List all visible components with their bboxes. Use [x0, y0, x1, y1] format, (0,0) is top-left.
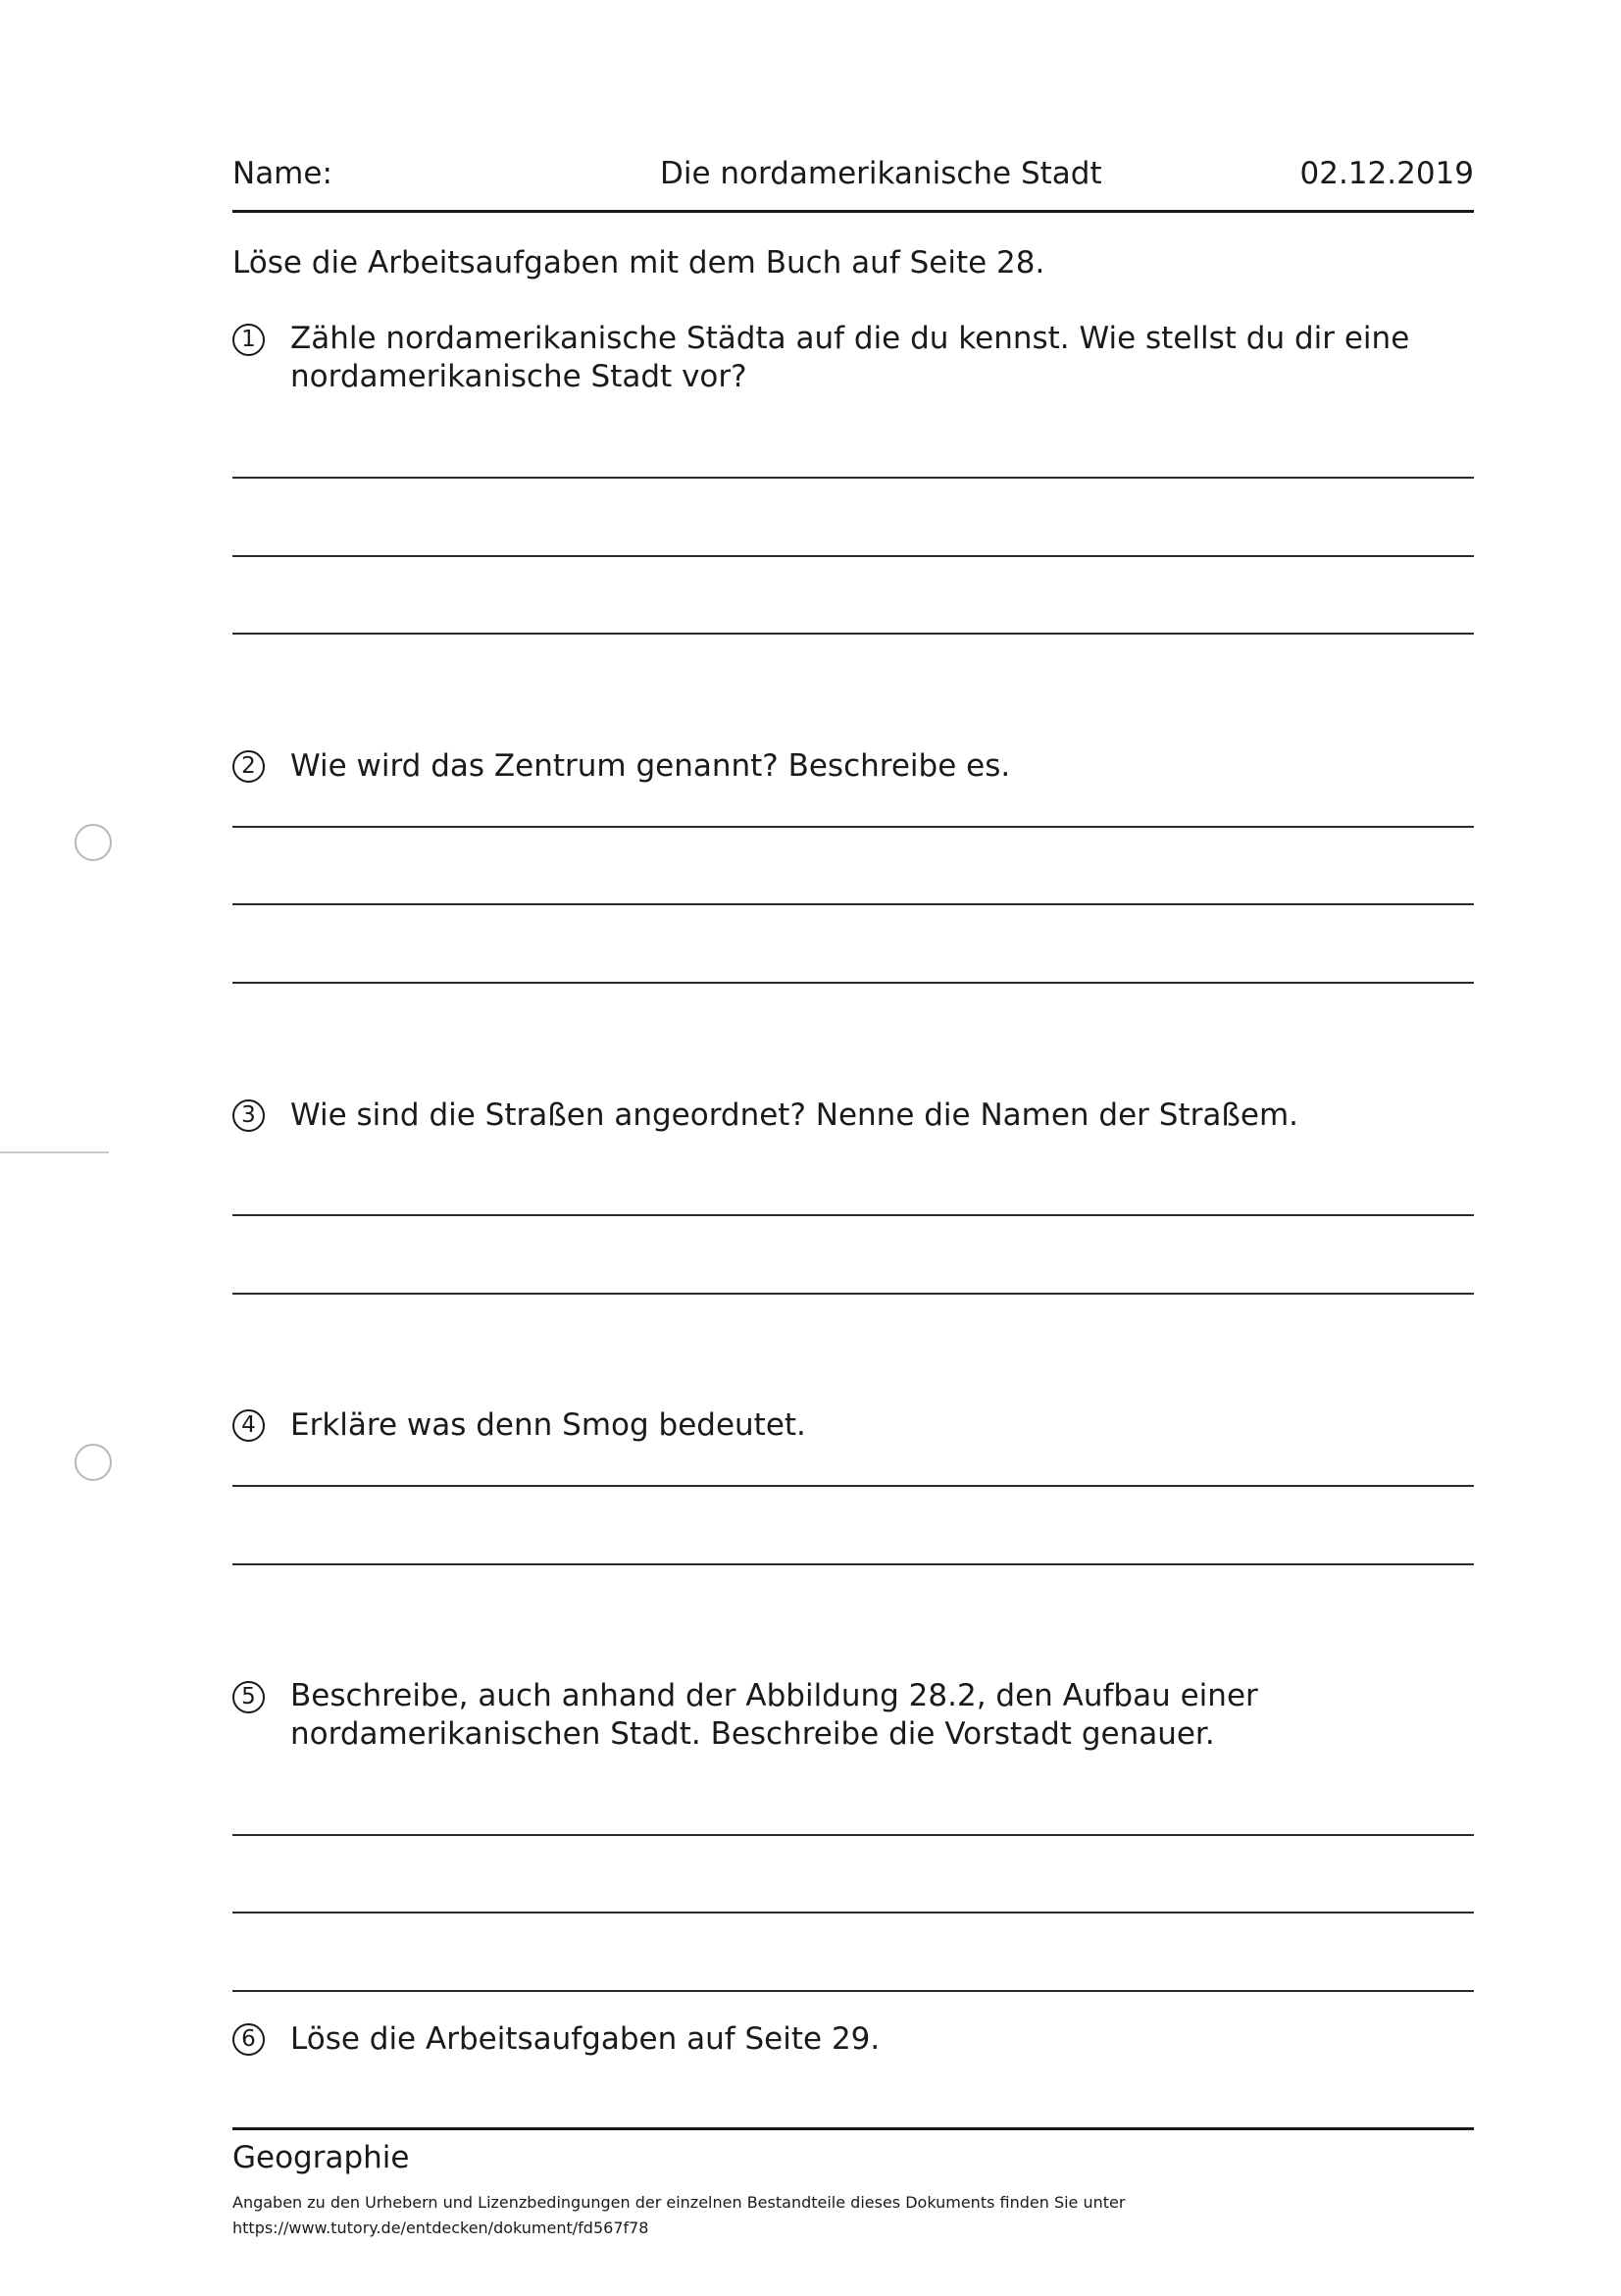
footer-license-url[interactable]: https://www.tutory.de/entdecken/dokument/fd567f78	[232, 2219, 649, 2237]
answer-line[interactable]	[232, 1214, 1474, 1216]
punch-hole-bottom	[75, 1444, 112, 1481]
name-label: Name:	[232, 156, 332, 191]
date: 02.12.2019	[1299, 156, 1474, 191]
task-2-number: 2	[232, 750, 265, 783]
task-5-number: 5	[232, 1681, 265, 1713]
answer-line[interactable]	[232, 1834, 1474, 1836]
answer-line[interactable]	[232, 903, 1474, 905]
page-title: Die nordamerikanische Stadt	[660, 156, 1102, 191]
answer-line[interactable]	[232, 1485, 1474, 1487]
punch-hole-top	[75, 824, 112, 861]
fold-mark	[0, 1151, 109, 1153]
answer-line[interactable]	[232, 477, 1474, 479]
task-1-text: Zähle nordamerikanische Städta auf die du kennst. Wie stellst du dir eine nordamerikanische Stadt vor?	[290, 321, 1410, 394]
task-6-number: 6	[232, 2023, 265, 2056]
footer-license-text: Angaben zu den Urhebern und Lizenzbedingungen der einzelnen Bestandteile dieses Dokuments finden Sie unter	[232, 2193, 1126, 2212]
header-divider	[232, 210, 1474, 213]
answer-line[interactable]	[232, 1563, 1474, 1565]
footer-divider	[232, 2127, 1474, 2130]
answer-line[interactable]	[232, 1912, 1474, 1913]
task-5-text: Beschreibe, auch anhand der Abbildung 28.2, den Aufbau einer nordamerikanischen Stadt. Beschreibe die Vorstadt genauer.	[290, 1678, 1258, 1752]
task-4-number: 4	[232, 1409, 265, 1442]
intro-text: Löse die Arbeitsaufgaben mit dem Buch auf Seite 28.	[232, 245, 1045, 281]
answer-line[interactable]	[232, 982, 1474, 984]
answer-line[interactable]	[232, 1293, 1474, 1295]
answer-line[interactable]	[232, 633, 1474, 635]
task-4-text: Erkläre was denn Smog bedeutet.	[290, 1407, 806, 1443]
task-1-number: 1	[232, 324, 265, 356]
answer-line[interactable]	[232, 1990, 1474, 1992]
answer-line[interactable]	[232, 826, 1474, 828]
footer-subject: Geographie	[232, 2140, 410, 2175]
task-2-text: Wie wird das Zentrum genannt? Beschreibe es.	[290, 748, 1011, 784]
task-6-text: Löse die Arbeitsaufgaben auf Seite 29.	[290, 2021, 881, 2057]
task-3-number: 3	[232, 1099, 265, 1132]
task-3-text: Wie sind die Straßen angeordnet? Nenne die Namen der Straßem.	[290, 1097, 1298, 1133]
answer-line[interactable]	[232, 555, 1474, 557]
